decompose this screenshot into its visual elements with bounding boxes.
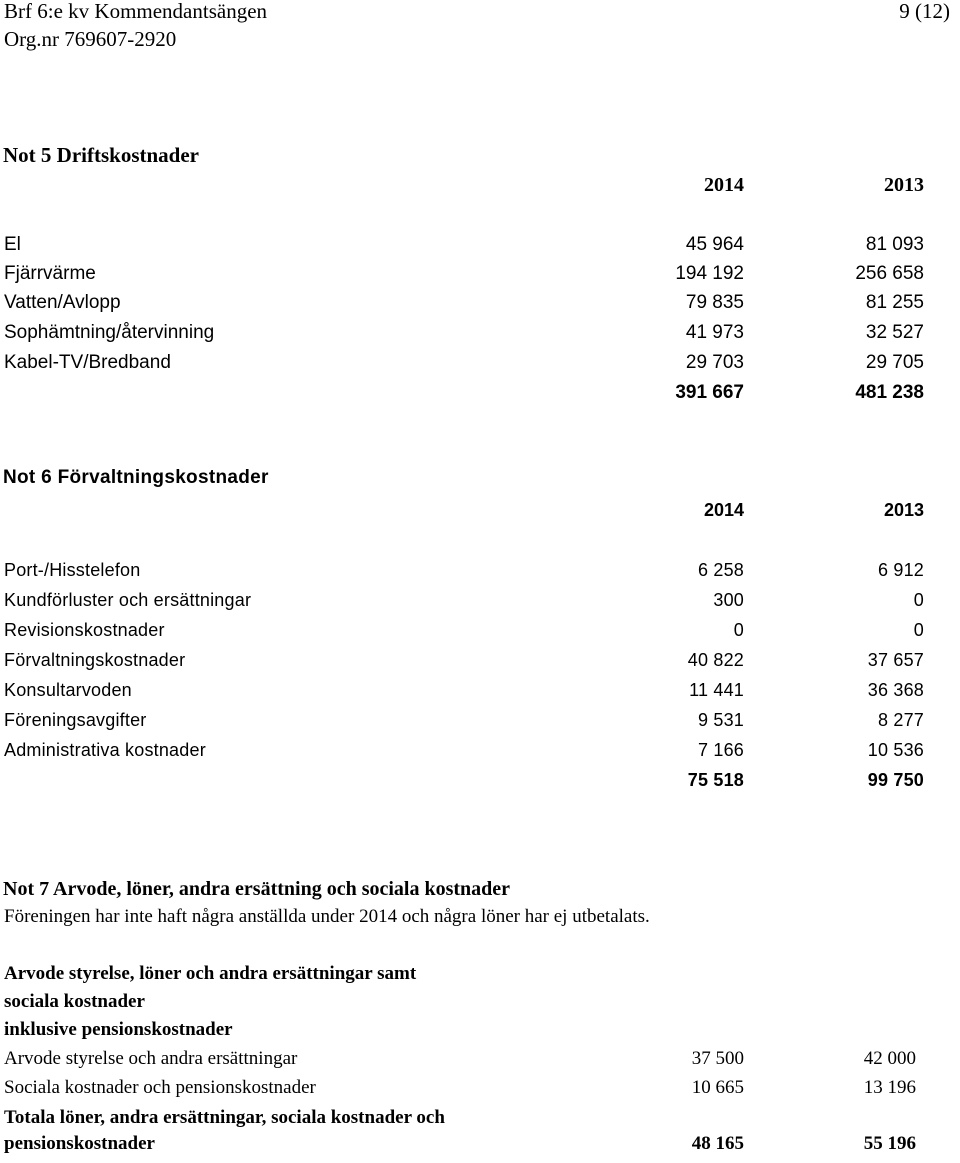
value-2013: 81 255 bbox=[865, 292, 924, 313]
value-2014: 0 bbox=[733, 620, 744, 640]
note-5-col-2013: 2013 bbox=[884, 174, 924, 196]
row-label: Förvaltningskostnader bbox=[4, 650, 186, 670]
value-2014: 40 822 bbox=[687, 650, 744, 670]
value-2014: 6 258 bbox=[697, 560, 744, 580]
value-2014: 194 192 bbox=[675, 263, 744, 284]
note-6-title: Not 6 Förvaltningskostnader bbox=[3, 467, 269, 488]
value-2013: 0 bbox=[913, 620, 924, 640]
table-row bbox=[0, 680, 960, 710]
row-label: Revisionskostnader bbox=[4, 620, 165, 640]
value-2014: 41 973 bbox=[685, 322, 744, 343]
page-number: 9 (12) bbox=[899, 0, 950, 23]
value-2014: 45 964 bbox=[685, 234, 744, 255]
note-6-col-2013: 2013 bbox=[883, 500, 924, 520]
total-2014: 48 165 bbox=[691, 1133, 744, 1154]
total-2014: 391 667 bbox=[675, 382, 744, 403]
row-label: Föreningsavgifter bbox=[4, 710, 147, 730]
value-2013: 8 277 bbox=[877, 710, 924, 730]
table-row bbox=[0, 740, 960, 770]
table-row bbox=[0, 322, 960, 352]
table-row bbox=[0, 590, 960, 620]
value-2013: 0 bbox=[913, 590, 924, 610]
total-row bbox=[0, 770, 960, 800]
row-label: Sophämtning/återvinning bbox=[4, 322, 215, 343]
note-7-subheading-cont: sociala kostnader bbox=[4, 991, 145, 1012]
value-2013: 256 658 bbox=[855, 263, 924, 284]
total-2014: 75 518 bbox=[687, 770, 744, 790]
organization-number: Org.nr 769607-2920 bbox=[4, 27, 177, 51]
value-2014: 29 703 bbox=[685, 352, 744, 373]
total-2013: 55 196 bbox=[863, 1133, 916, 1154]
table-row bbox=[0, 263, 960, 293]
table-row bbox=[0, 650, 960, 680]
total-2013: 99 750 bbox=[867, 770, 924, 790]
value-2013: 6 912 bbox=[877, 560, 924, 580]
note-6-column-headers bbox=[0, 500, 960, 530]
row-label: Sociala kostnader och pensionskostnader bbox=[4, 1077, 316, 1098]
value-2013: 32 527 bbox=[865, 322, 924, 343]
row-label: Konsultarvoden bbox=[4, 680, 132, 700]
row-label: Administrativa kostnader bbox=[4, 740, 206, 760]
note-5-column-headers bbox=[0, 174, 960, 204]
table-row bbox=[0, 710, 960, 740]
total-row bbox=[0, 382, 960, 412]
value-2014: 79 835 bbox=[685, 292, 744, 313]
note-5-col-2014: 2014 bbox=[704, 174, 744, 196]
row-label: Arvode styrelse och andra ersättningar bbox=[4, 1048, 298, 1069]
note-7-intro: Föreningen har inte haft några anställda under 2014 och några löner har ej utbetalats. bbox=[4, 906, 650, 927]
table-row bbox=[0, 234, 960, 264]
row-label: Fjärrvärme bbox=[4, 263, 96, 284]
value-2013: 10 536 bbox=[867, 740, 924, 760]
value-2013: 42 000 bbox=[863, 1048, 916, 1069]
total-2013: 481 238 bbox=[855, 382, 924, 403]
value-2013: 81 093 bbox=[865, 234, 924, 255]
value-2013: 37 657 bbox=[867, 650, 924, 670]
note-7-subheading: Arvode styrelse, löner och andra ersättningar samt bbox=[4, 963, 417, 984]
value-2014: 9 531 bbox=[697, 710, 744, 730]
row-label: El bbox=[4, 234, 21, 255]
value-2014: 37 500 bbox=[691, 1048, 744, 1069]
note-5-title: Not 5 Driftskostnader bbox=[3, 143, 199, 167]
table-row bbox=[0, 1048, 960, 1078]
value-2013: 29 705 bbox=[865, 352, 924, 373]
note-7-subheading-pension: inklusive pensionskostnader bbox=[4, 1019, 233, 1040]
value-2013: 36 368 bbox=[867, 680, 924, 700]
value-2014: 7 166 bbox=[697, 740, 744, 760]
value-2014: 10 665 bbox=[691, 1077, 744, 1098]
total-label: Totala löner, andra ersättningar, sociala kostnader och bbox=[4, 1107, 445, 1128]
table-row bbox=[0, 560, 960, 590]
value-2013: 13 196 bbox=[863, 1077, 916, 1098]
total-label-cont: pensionskostnader bbox=[4, 1133, 155, 1154]
note-7-title: Not 7 Arvode, löner, andra ersättning och sociala kostnader bbox=[3, 878, 511, 900]
value-2014: 11 441 bbox=[689, 680, 744, 700]
organization-name: Brf 6:e kv Kommendantsängen bbox=[4, 0, 268, 23]
row-label: Kabel-TV/Bredband bbox=[4, 352, 171, 373]
table-row bbox=[0, 620, 960, 650]
note-6-col-2014: 2014 bbox=[703, 500, 744, 520]
row-label: Port-/Hisstelefon bbox=[4, 560, 141, 580]
value-2014: 300 bbox=[713, 590, 744, 610]
table-row bbox=[0, 292, 960, 322]
table-row bbox=[0, 1077, 960, 1107]
row-label: Kundförluster och ersättningar bbox=[4, 590, 252, 610]
table-row bbox=[0, 352, 960, 382]
row-label: Vatten/Avlopp bbox=[4, 292, 121, 313]
